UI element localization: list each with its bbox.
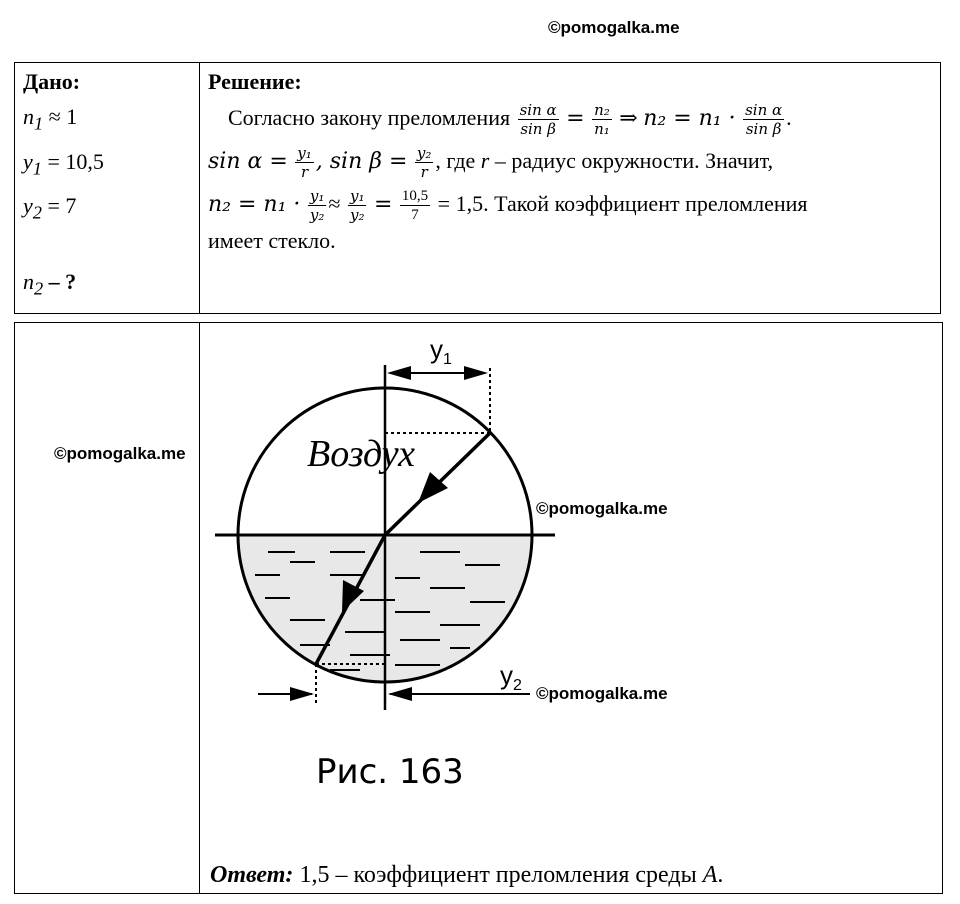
answer-end: .: [717, 862, 724, 888]
y1-sub: 1: [32, 158, 42, 179]
y2-label-var: y: [500, 660, 513, 690]
answer-medium: А: [702, 862, 718, 888]
y1-arrow-left: [387, 366, 411, 380]
y1-var: y: [23, 149, 33, 175]
y1-arrow-right: [464, 366, 488, 380]
y2-value: = 7: [47, 192, 77, 218]
n1-sub: 1: [34, 113, 44, 134]
result: = 1,5.: [437, 191, 489, 216]
implies-sign: ⇒: [619, 105, 638, 130]
figure-caption: Рис. 163: [316, 752, 464, 792]
given-header: Дано:: [23, 69, 81, 94]
medium-label-air: Воздух: [307, 433, 415, 475]
watermark-bottom: ©pomogalka.me: [536, 684, 668, 703]
y1-value: = 10,5: [47, 149, 104, 175]
frac-den: y₂: [349, 206, 365, 225]
approx-sign: ≈: [328, 191, 341, 216]
watermark-mid: ©pomogalka.me: [536, 499, 668, 518]
find-sub: 2: [34, 278, 44, 299]
line3-end: Такой коэффициент преломления: [494, 191, 808, 216]
y2-label: [500, 660, 522, 695]
solution-header: Решение:: [208, 69, 302, 94]
r-var: r: [480, 148, 490, 173]
line2-mid: , где: [435, 148, 476, 173]
frac-num: sin α: [519, 101, 557, 120]
frac-den: y₂: [309, 206, 325, 225]
solution-line-4: имеет стекло.: [208, 228, 336, 253]
y2-sub: 2: [32, 202, 42, 223]
eq-sign: =: [373, 192, 393, 217]
frac-den: sin β: [520, 120, 556, 139]
y1-label-sub: 1: [443, 351, 452, 369]
answer-text: 1,5 – коэффициент преломления среды: [293, 862, 703, 888]
find-value: – ?: [48, 269, 77, 295]
n2-eq2: n₂ = n₁ ·: [208, 192, 301, 217]
y2-label-sub: 2: [513, 677, 522, 695]
frac-num: y₁: [297, 144, 312, 163]
dot: .: [786, 105, 792, 130]
find-var: n: [23, 269, 34, 295]
sina-eq: sin α =: [208, 149, 288, 174]
watermark-top: ©pomogalka.me: [548, 18, 680, 37]
y2-var: y: [23, 192, 33, 218]
frac-num: y₁: [309, 187, 325, 206]
frac-den: n₁: [594, 120, 610, 139]
frac-num: 10,5: [401, 188, 429, 205]
watermark-left: ©pomogalka.me: [54, 444, 186, 463]
frac-num: y₁: [349, 187, 365, 206]
frac-num: n₂: [594, 101, 610, 120]
y1-label-var: y: [430, 334, 443, 364]
n2-eq: n₂ = n₁ ·: [643, 106, 736, 131]
answer-label: Ответ:: [210, 862, 294, 888]
frac-num: sin α: [745, 101, 783, 120]
line2-end: – радиус окружности. Значит,: [494, 148, 774, 173]
frac-den: sin β: [745, 120, 782, 139]
answer-line: [210, 862, 723, 889]
sinb-eq: , sin β =: [315, 149, 408, 174]
frac-den: r: [300, 163, 309, 182]
n1-value: ≈ 1: [48, 104, 78, 129]
y2-arrow-right: [388, 687, 412, 701]
y1-label: [430, 334, 452, 369]
solution-line1-text: Согласно закону преломления: [228, 105, 511, 130]
eq-sign: =: [566, 106, 585, 131]
frac-den: r: [420, 163, 428, 182]
y2-arrow-left: [290, 687, 314, 701]
frac-num: y₂: [416, 144, 432, 163]
frac-den: 7: [411, 207, 419, 224]
n1-var: n: [23, 104, 34, 129]
